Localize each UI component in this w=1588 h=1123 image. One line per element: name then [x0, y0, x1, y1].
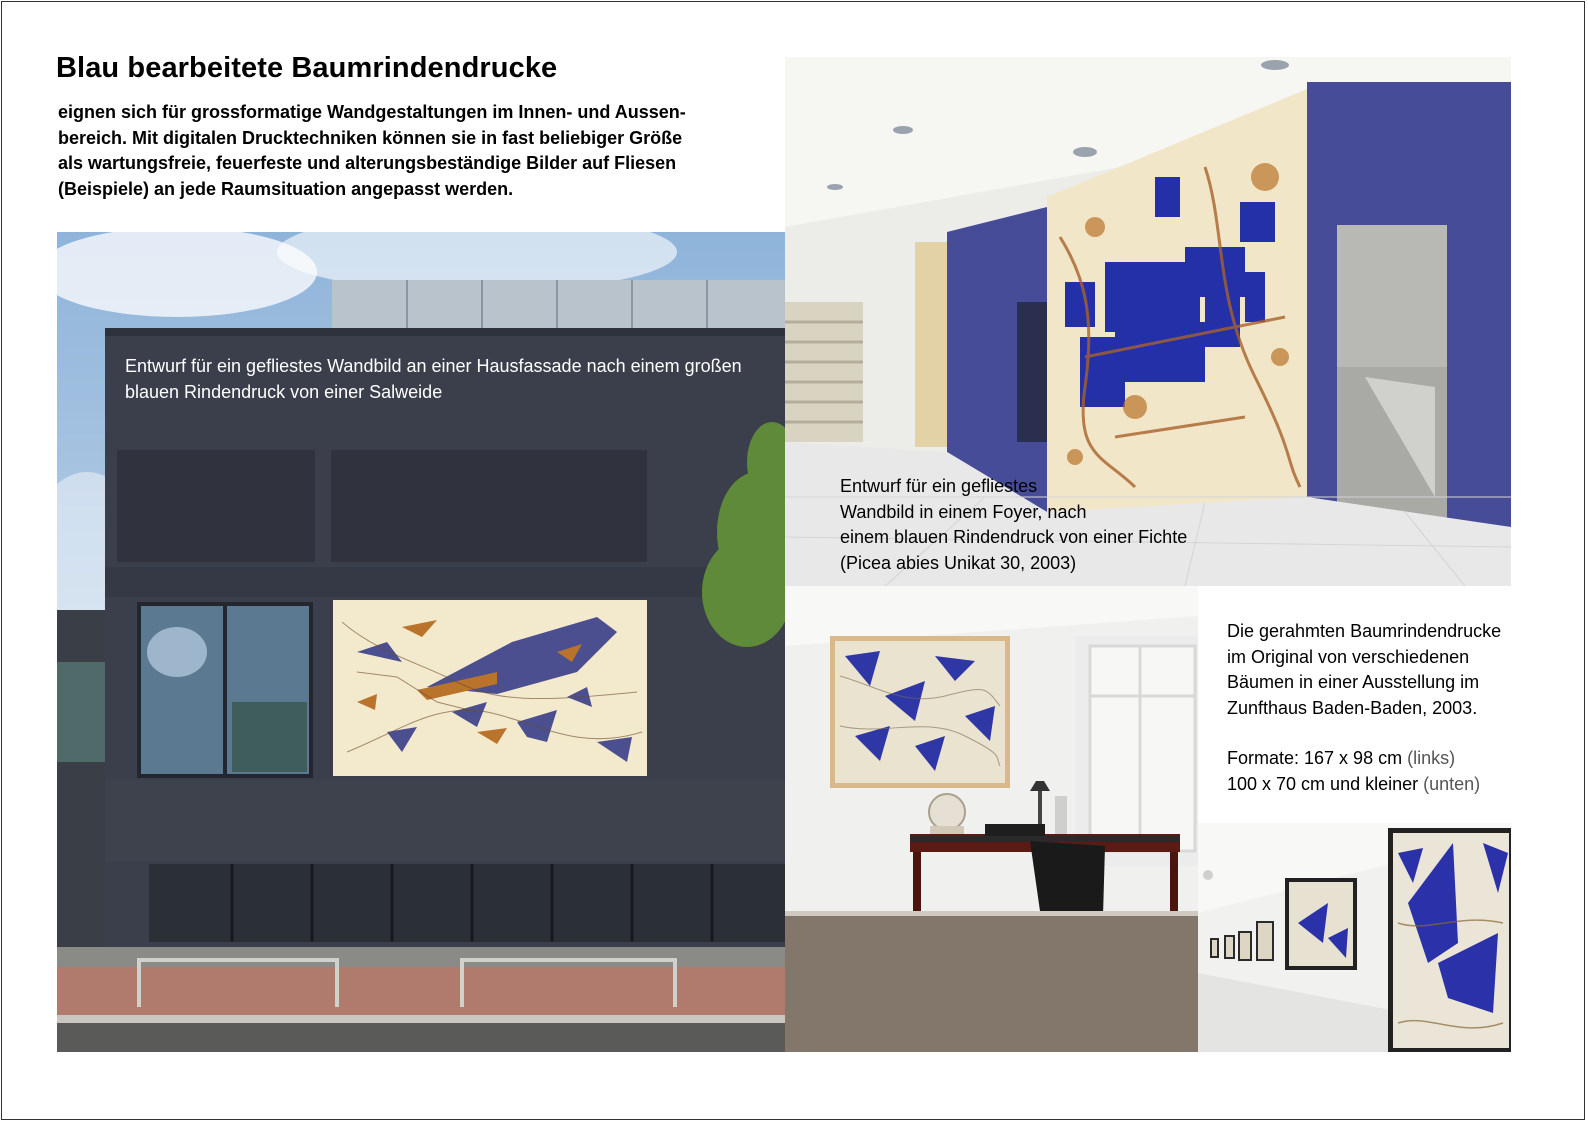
foyer-caption-line: Wandbild in einem Foyer, nach — [840, 501, 1087, 522]
intro-line: als wartungsfreie, feuerfeste und alterungsbeständige Bilder auf Fliesen — [58, 153, 677, 173]
format-note: (links) — [1407, 748, 1456, 768]
format-note: (unten) — [1423, 773, 1481, 794]
intro-line: eignen sich für grossformatige Wandgestaltungen im Innen- und Aussen- — [58, 102, 686, 122]
foyer-caption-line: einem blauen Rindendruck von einer Fichte — [840, 527, 1188, 547]
format-info — [1227, 746, 1480, 797]
format-line-1 — [1227, 746, 1480, 772]
intro-line: (Beispiele) an jede Raumsituation angepasst werden. — [58, 178, 514, 199]
facade-caption-line: blauen Rindendruck von einer Salweide — [125, 381, 443, 402]
foyer-caption-line: (Picea abies Unikat 30, 2003) — [840, 552, 1077, 573]
intro-line: bereich. Mit digitalen Drucktechniken können sie in fast beliebiger Größe — [58, 127, 683, 148]
foyer-caption-line: Entwurf für ein gefliestes — [840, 476, 1038, 496]
intro-paragraph — [58, 100, 758, 202]
exhibition-line: Bäumen in einer Ausstellung im — [1227, 672, 1480, 692]
page-title: Blau bearbeitete Baumrindendrucke — [56, 52, 558, 84]
exhibition-room-photo — [785, 586, 1198, 1052]
exhibition-line: Die gerahmten Baumrindendrucke — [1227, 621, 1502, 641]
exhibition-line: im Original von verschiedenen — [1227, 646, 1470, 667]
facade-caption-line: Entwurf für ein gefliestes Wandbild an einer Hausfassade nach einem großen — [125, 356, 742, 376]
format-main: Formate: 167 x 98 cm — [1227, 748, 1403, 768]
format-main: 100 x 70 cm und kleiner — [1227, 773, 1419, 794]
exhibition-line: Zunfthaus Baden-Baden, 2003. — [1227, 697, 1478, 718]
foyer-caption — [840, 474, 1187, 576]
facade-caption — [125, 354, 742, 405]
exhibition-description — [1227, 619, 1501, 721]
format-line-2 — [1227, 772, 1480, 798]
gallery-corridor-photo — [1198, 823, 1511, 1052]
